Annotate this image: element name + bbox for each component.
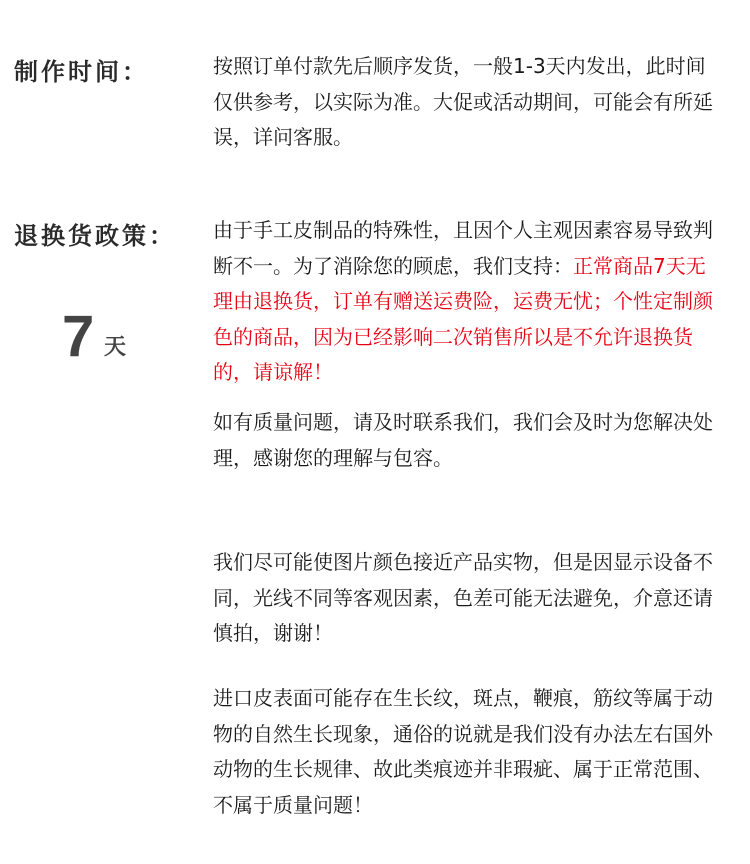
badge-unit: 天	[104, 335, 127, 360]
badge-number: 7	[62, 304, 95, 369]
return-policy-label: 退换货政策：	[14, 222, 176, 250]
return-policy-text-red: 正常商品7天无理由退换货，订单有赠送运费险，运费无忧；个性定制颜色的商品，因为已经影响二次销售所以是不允许退换货的，请谅解！	[213, 253, 713, 384]
return-policy-text	[213, 213, 718, 391]
return-policy-text-black: 由于手工皮制品的特殊性，且因个人主观因素容易导致判断不一。为了消除您的顾虑，我们支持：	[213, 218, 713, 278]
color-difference-text: 我们尽可能使图片颜色接近产品实物，但是因显示设备不同，光线不同等客观因素，色差可能无法避免，介意还请慎拍，谢谢！	[213, 550, 713, 645]
production-time-text: 按照订单付款先后顺序发货，一般1-3天内发出，此时间仅供参考，以实际为准。大促或活动期间，可能会有所延误，详问客服。	[213, 54, 713, 149]
quality-issue-text: 如有质量问题，请及时联系我们，我们会及时为您解决处理，感谢您的理解与包容。	[213, 410, 713, 470]
leather-texture-text: 进口皮表面可能存在生长纹，斑点，鞭痕，筋纹等属于动物的自然生长现象，通俗的说就是我们没有办法左右国外动物的生长规律、故此类痕迹并非瑕疵、属于正常范围、不属于质量问题！	[213, 686, 713, 817]
production-time-label: 制作时间：	[14, 58, 149, 86]
